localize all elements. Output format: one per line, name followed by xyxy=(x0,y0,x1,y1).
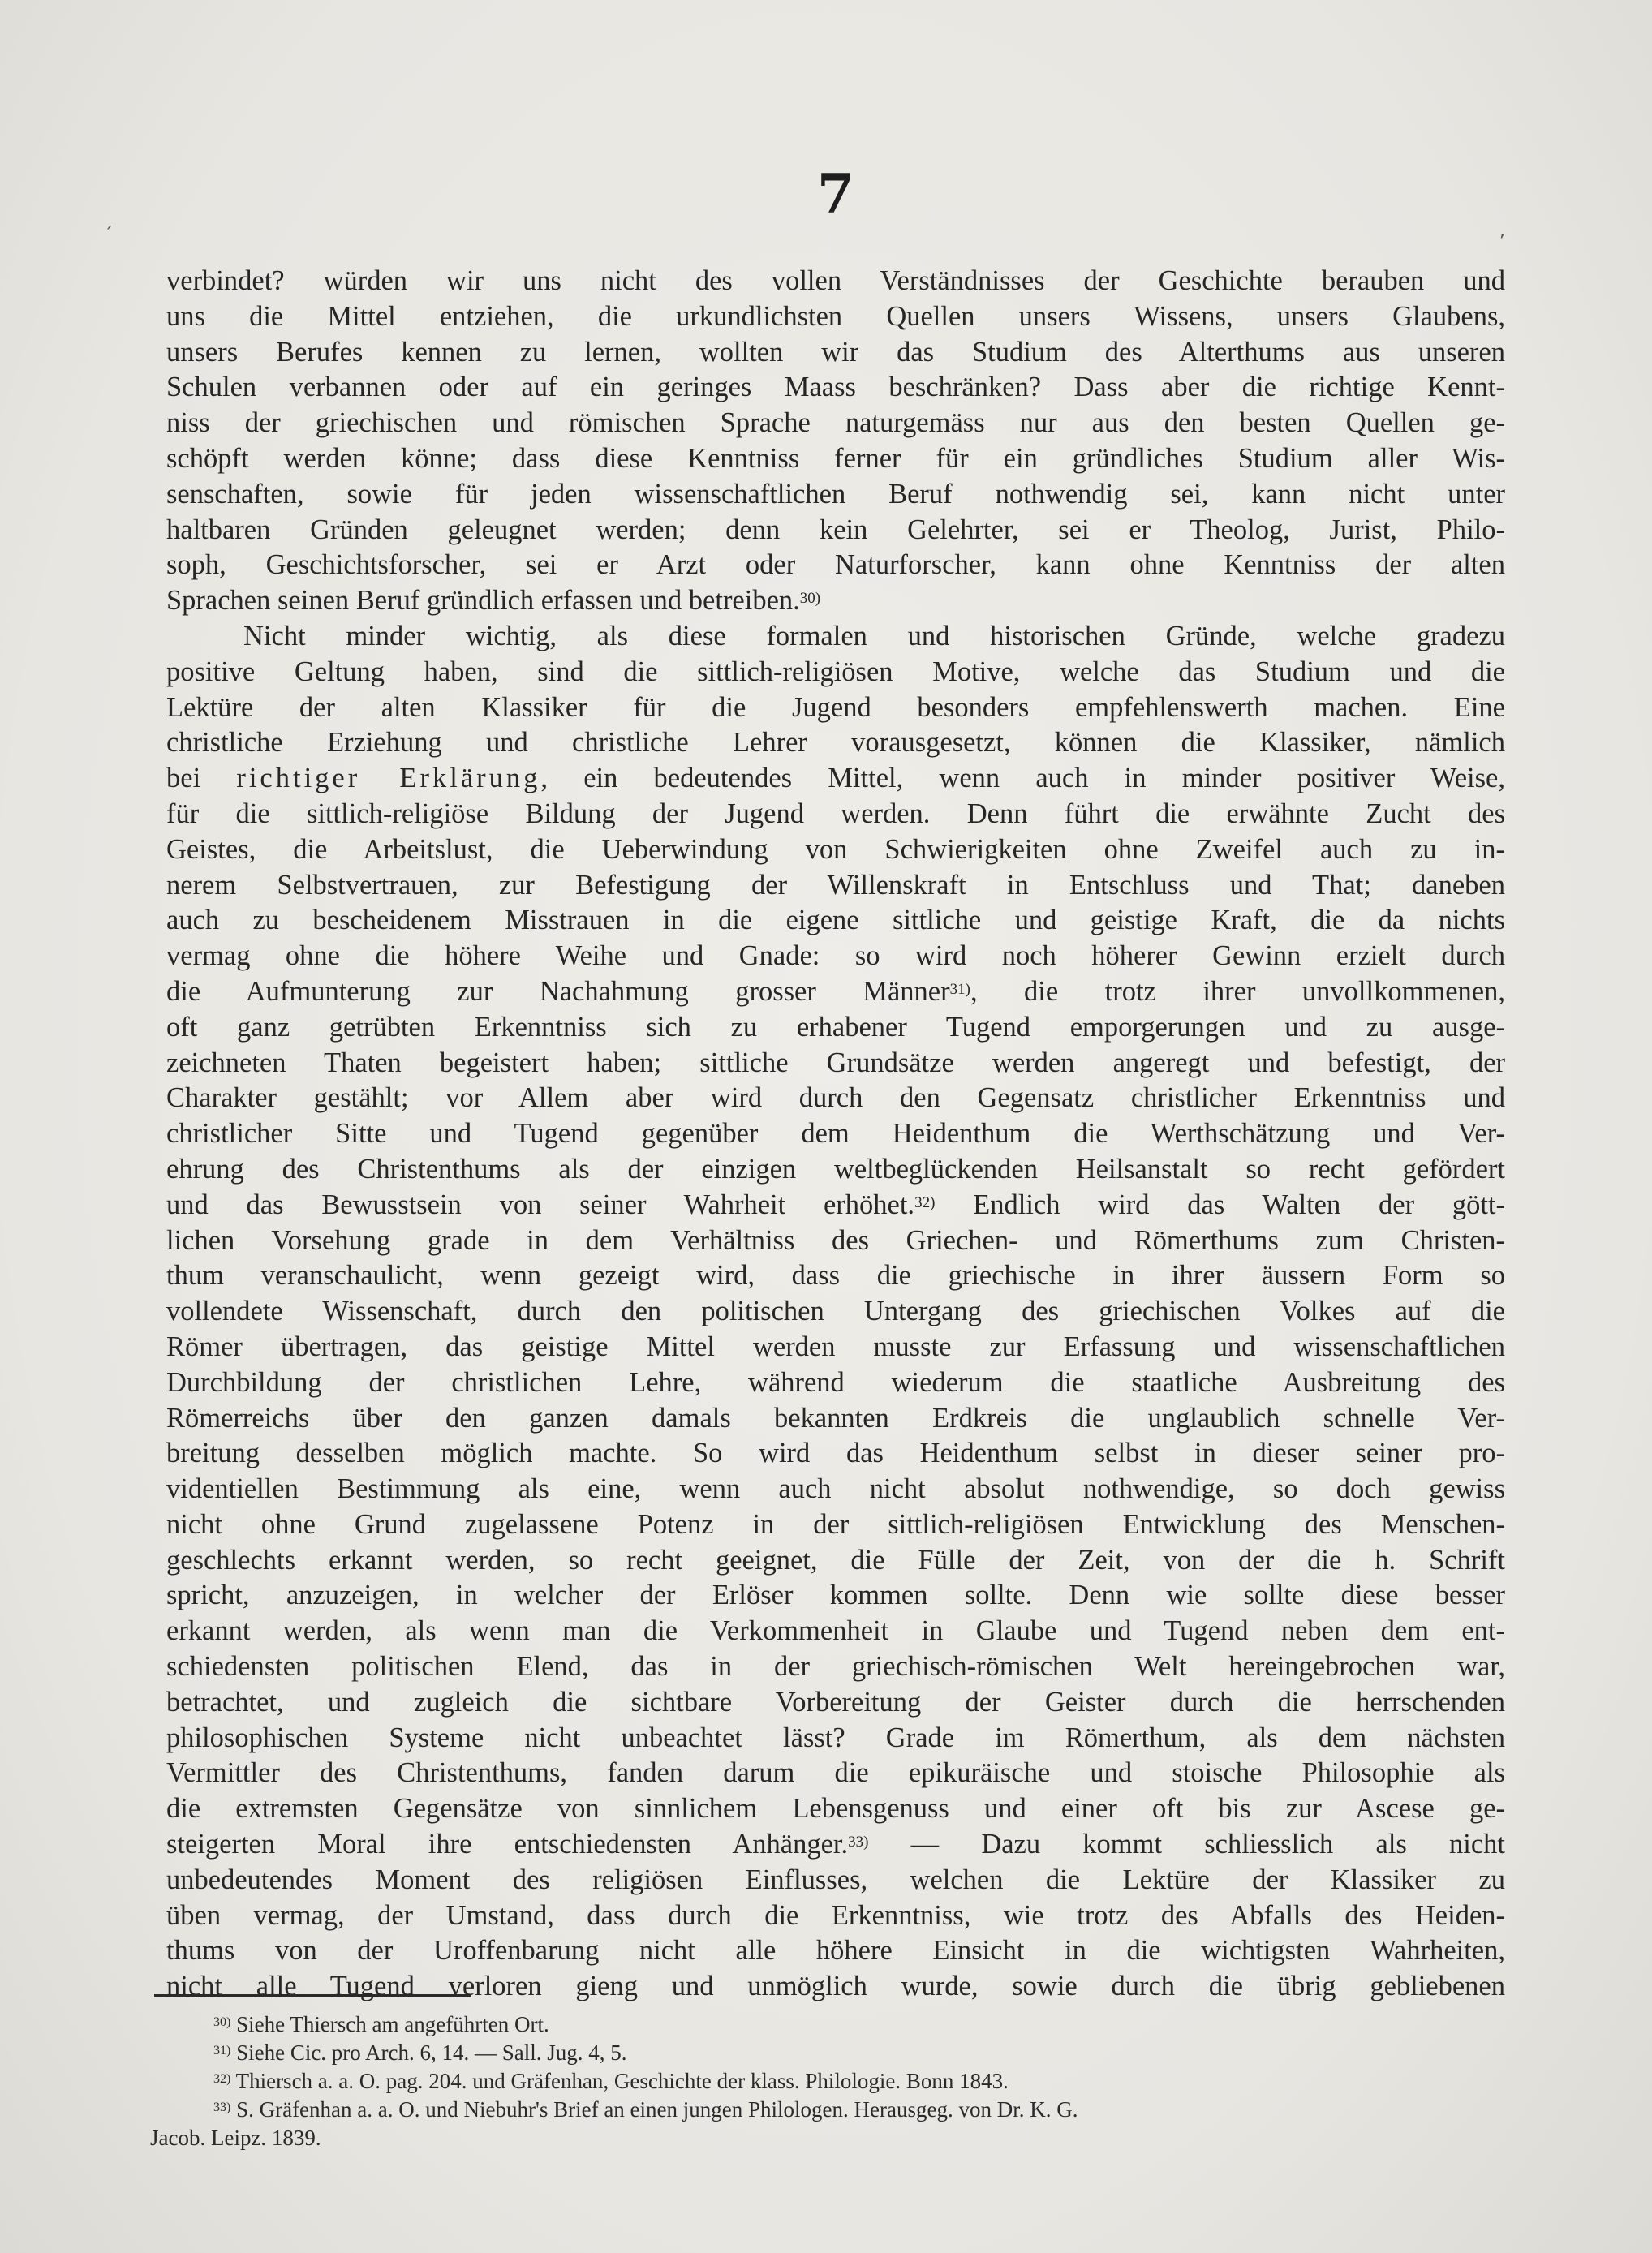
text-run: die Aufmunterung zur Nachahmung grosser Männer xyxy=(166,975,950,1007)
text-run: und das Bewusstsein von seiner Wahrheit erhöhet. xyxy=(166,1189,915,1220)
page-number: 7 xyxy=(817,162,854,226)
text-run: üben vermag, der Umstand, dass durch die Erkenntniss, wie trotz des Abfalls des Heiden- xyxy=(166,1899,1505,1931)
text-line xyxy=(166,1614,1505,1649)
footnote-text: Siehe Cic. pro Arch. 6, 14. — Sall. Jug. 4, 5. xyxy=(230,2040,627,2065)
text-run: die extremsten Gegensätze von sinnlichem Lebensgenuss und einer oft bis zur Ascese ge- xyxy=(166,1793,1505,1825)
text-run: geschlechts erkannt werden, so recht geeignet, die Fülle der Zeit, von der die h. Schrift xyxy=(166,1544,1505,1576)
text-line xyxy=(166,1081,1505,1116)
text-run: ehrung des Christenthums als der einzigen weltbeglückenden Heilsanstalt so recht gefördert xyxy=(166,1153,1505,1185)
text-line xyxy=(166,548,1505,583)
text-line xyxy=(166,1472,1505,1507)
footnote-rule xyxy=(154,1994,471,1997)
text-line xyxy=(166,725,1505,761)
text-run: , die trotz ihrer unvollkommenen, xyxy=(970,975,1505,1007)
text-run: Schulen verbannen oder auf ein geringes Maass beschränken? Dass aber die richtige Kennt- xyxy=(166,372,1505,403)
text-run: niss der griechischen und römischen Sprache naturgemäss nur aus den besten Quellen ge- xyxy=(166,407,1505,439)
text-line xyxy=(166,1258,1505,1294)
footnote-mark: 33) xyxy=(213,2100,231,2114)
text-line xyxy=(166,1507,1505,1543)
text-run: unsers Berufes kennen zu lernen, wollten wir das Studium des Alterthums aus unseren xyxy=(166,336,1505,368)
text-line xyxy=(166,513,1505,548)
text-run: haltbaren Gründen geleugnet werden; denn kein Gelehrter, sei er Theolog, Jurist, Philo- xyxy=(166,514,1505,545)
text-run: Geistes, die Arbeitslust, die Ueberwindung von Schwierigkeiten ohne Zweifel auch zu in- xyxy=(166,833,1505,865)
text-run: verbindet? würden wir uns nicht des vollen Verständnisses der Geschichte berauben und xyxy=(166,265,1505,296)
text-line xyxy=(166,1685,1505,1721)
text-line xyxy=(166,1330,1505,1365)
footnote xyxy=(150,2010,1513,2039)
text-line xyxy=(166,1116,1505,1152)
emphasized-text: richtiger Erklärung xyxy=(236,763,541,794)
text-run: zeichneten Thaten begeistert haben; sittliche Grundsätze werden angeregt und befestigt, der xyxy=(166,1047,1505,1078)
text-line xyxy=(166,1756,1505,1791)
text-line xyxy=(166,690,1505,726)
text-run: videntiellen Bestimmung als eine, wenn auch nicht absolut nothwendige, so doch gewiss xyxy=(166,1473,1505,1505)
text-run: auch zu bescheidenem Misstrauen in die eigene sittliche und geistige Kraft, die da nichts xyxy=(166,905,1505,936)
text-run: vollendete Wissenschaft, durch den politischen Untergang des griechischen Volkes auf die xyxy=(166,1296,1505,1327)
text-line xyxy=(166,406,1505,441)
text-line xyxy=(166,832,1505,868)
footnote-mark: 30) xyxy=(213,2015,231,2029)
text-line xyxy=(166,583,1505,619)
text-line xyxy=(166,1401,1505,1437)
text-line xyxy=(166,299,1505,335)
text-run: christliche Erziehung und christliche Lehrer vorausgesetzt, können die Klassiker, nämlich xyxy=(166,727,1505,759)
text-line xyxy=(166,1543,1505,1579)
text-run: Endlich wird das Walten der gött- xyxy=(935,1189,1506,1220)
text-run: breitung desselben möglich machte. So wird das Heidenthum selbst in dieser seiner pro- xyxy=(166,1438,1505,1469)
text-line xyxy=(166,761,1505,797)
text-run: soph, Geschichtsforscher, sei er Arzt oder Naturforscher, kann ohne Kenntniss der alten xyxy=(166,549,1505,581)
text-line xyxy=(166,1223,1505,1259)
text-run: Vermittler des Christenthums, fanden darum die epikuräische und stoische Philosophie als xyxy=(166,1757,1505,1789)
text-line xyxy=(166,1188,1505,1223)
text-run: schiedensten politischen Elend, das in der griechisch-römischen Welt hereingebrochen war, xyxy=(166,1651,1505,1683)
text-run: Römer übertragen, das geistige Mittel werden musste zur Erfassung und wissenschaftlichen xyxy=(166,1331,1505,1362)
text-run: Nicht minder wichtig, als diese formalen und historischen Gründe, welche gradezu xyxy=(243,620,1505,651)
footnote xyxy=(150,2039,1513,2067)
text-line xyxy=(166,1046,1505,1081)
text-line xyxy=(166,1578,1505,1614)
text-run: Charakter gestählt; vor Allem aber wird durch den Gegensatz christlicher Erkenntniss und xyxy=(166,1082,1505,1114)
text-run: uns die Mittel entziehen, die urkundlichsten Quellen unsers Wissens, unsers Glaubens, xyxy=(166,300,1505,332)
text-run: nicht alle Tugend verloren gieng und unmöglich wurde, sowie durch die übrig gebliebenen xyxy=(166,1971,1505,2002)
text-run: Römerreichs über den ganzen damals bekannten Erdkreis die unglaublich schnelle Ver- xyxy=(166,1402,1505,1434)
text-run: nicht ohne Grund zugelassene Potenz in der sittlich-religiösen Entwicklung des Menschen- xyxy=(166,1508,1505,1540)
text-line xyxy=(166,1863,1505,1898)
text-run: unbedeutendes Moment des religiösen Einflusses, welchen die Lektüre der Klassiker zu xyxy=(166,1864,1505,1895)
text-line xyxy=(166,974,1505,1010)
text-line xyxy=(166,1649,1505,1685)
text-line xyxy=(166,335,1505,371)
text-run: oft ganz getrübten Erkenntniss sich zu erhabener Tugend emporgerungen und zu ausge- xyxy=(166,1011,1505,1043)
text-run: vermag ohne die höhere Weihe und Gnade: so wird noch höherer Gewinn erzielt durch xyxy=(166,940,1505,972)
text-line xyxy=(166,1721,1505,1756)
text-run: steigerten Moral ihre entschiedensten Anhänger. xyxy=(166,1829,849,1860)
text-line xyxy=(166,939,1505,974)
text-run: christlicher Sitte und Tugend gegenüber dem Heidenthum die Werthschätzung und Ver- xyxy=(166,1118,1505,1150)
text-line xyxy=(166,1933,1505,1969)
footnote-mark: 32) xyxy=(213,2072,231,2086)
text-run: thum veranschaulicht, wenn gezeigt wird, dass die griechische in ihrer äussern Form so xyxy=(166,1260,1505,1292)
text-line xyxy=(166,477,1505,513)
scan-mark-right: , xyxy=(1499,221,1505,241)
text-line xyxy=(166,441,1505,477)
text-line xyxy=(166,370,1505,406)
text-run: philosophischen Systeme nicht unbeachtet lässt? Grade im Römerthum, als dem nächsten xyxy=(166,1722,1505,1753)
text-line xyxy=(166,1152,1505,1188)
text-run: Lektüre der alten Klassiker für die Jugend besonders empfehlenswerth machen. Eine xyxy=(166,691,1505,723)
text-line xyxy=(166,264,1505,299)
body-text xyxy=(166,264,1505,2005)
scan-mark-left: ˏ xyxy=(104,209,113,230)
text-run: spricht, anzuzeigen, in welcher der Erlöser kommen sollte. Denn wie sollte diese besser xyxy=(166,1580,1505,1611)
footnote-ref: 33) xyxy=(848,1834,869,1851)
text-run: — Dazu kommt schliesslich als nicht xyxy=(868,1829,1506,1860)
text-run: erkannt werden, als wenn man die Verkommenheit in Glaube und Tugend neben dem ent- xyxy=(166,1615,1505,1647)
footnote xyxy=(150,2096,1513,2124)
footnote-text: Thiersch a. a. O. pag. 204. und Gräfenhan, Geschichte der klass. Philologie. Bonn 1843. xyxy=(230,2069,1009,2093)
text-run: , ein bedeutendes Mittel, wenn auch in minder positiver Weise, xyxy=(540,763,1505,794)
text-line xyxy=(166,1294,1505,1330)
text-run: für die sittlich-religiöse Bildung der Jugend werden. Denn führt die erwähnte Zucht des xyxy=(166,798,1505,829)
text-run: senschaften, sowie für jeden wissenschaftlichen Beruf nothwendig sei, kann nicht unter xyxy=(166,478,1505,510)
text-line xyxy=(166,1791,1505,1827)
text-line xyxy=(166,797,1505,832)
text-line xyxy=(166,1969,1505,2005)
footnotes xyxy=(150,2010,1513,2152)
text-run: thums von der Uroffenbarung nicht alle höhere Einsicht in die wichtigsten Wahrheiten, xyxy=(166,1935,1505,1967)
text-line xyxy=(166,903,1505,939)
footnote xyxy=(150,2067,1513,2096)
text-line xyxy=(166,1010,1505,1046)
text-run: betrachtet, und zugleich die sichtbare Vorbereitung der Geister durch die herrschenden xyxy=(166,1686,1505,1718)
text-run: Durchbildung der christlichen Lehre, während wiederum die staatliche Ausbreitung des xyxy=(166,1366,1505,1398)
footnote-text: Siehe Thiersch am angeführten Ort. xyxy=(230,2012,549,2036)
text-run: positive Geltung haben, sind die sittlich-religiösen Motive, welche das Studium und die xyxy=(166,656,1505,687)
text-run: schöpft werden könne; dass diese Kenntniss ferner für ein gründliches Studium aller Wis- xyxy=(166,442,1505,474)
text-line xyxy=(166,1827,1505,1863)
footnote-continuation: Jacob. Leipz. 1839. xyxy=(150,2126,321,2150)
text-run: nerem Selbstvertrauen, zur Befestigung der Willenskraft in Entschluss und That; daneben xyxy=(166,869,1505,901)
text-line xyxy=(166,619,1505,655)
text-line xyxy=(166,1365,1505,1401)
footnote-mark: 31) xyxy=(213,2044,231,2057)
text-run: bei xyxy=(166,763,237,794)
footnote-ref: 32) xyxy=(914,1193,936,1211)
text-line xyxy=(166,1898,1505,1934)
text-line xyxy=(166,1436,1505,1472)
text-line xyxy=(166,868,1505,904)
text-line xyxy=(166,655,1505,690)
footnote-text: S. Gräfenhan a. a. O. und Niebuhr's Brief an einen jungen Philologen. Herausgeg. von Dr. K. G. xyxy=(230,2097,1078,2122)
footnote-ref: 31) xyxy=(949,980,970,998)
text-run: Sprachen seinen Beruf gründlich erfassen und betreiben. xyxy=(166,585,800,617)
text-run: lichen Vorsehung grade in dem Verhältniss des Griechen- und Römerthums zum Christen- xyxy=(166,1224,1505,1256)
footnote-ref: 30) xyxy=(799,590,821,608)
